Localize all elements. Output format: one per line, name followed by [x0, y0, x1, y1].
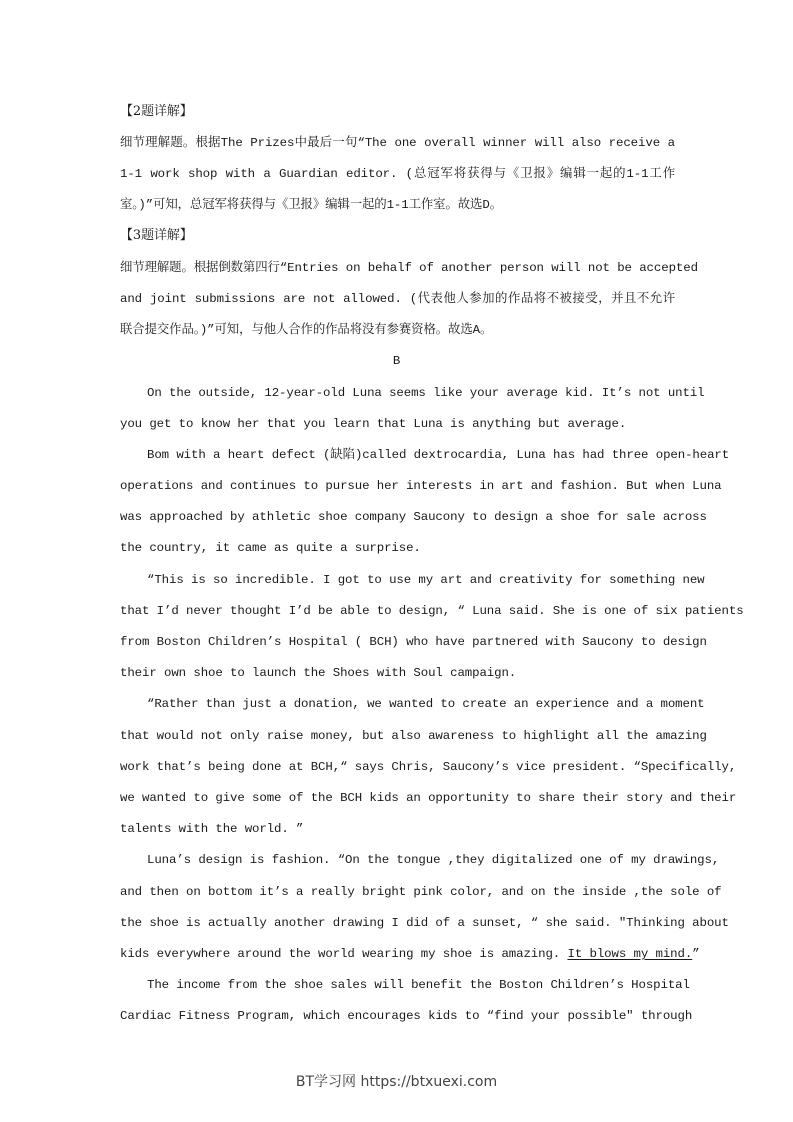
- explanation-2-line-2: 1-1 work shop with a Guardian editor. (总冠军将获得与《卫报》编辑一起的1-1工作: [120, 167, 675, 181]
- paragraph-5-line-4: [120, 946, 700, 962]
- paragraph-3-line-4: their own shoe to launch the Shoes with Soul campaign.: [120, 666, 517, 680]
- paragraph-5-line-3: the shoe is actually another drawing I did of a sunset, “ she said. ″Thinking about: [120, 916, 729, 930]
- explanation-3-line-1: 细节理解题。根据倒数第四行“Entries on behalf of another person will not be accepted: [120, 261, 698, 275]
- paragraph-5-line-4-suffix: ”: [692, 947, 700, 961]
- explanation-3-heading: 【3题详解】: [120, 228, 193, 243]
- underlined-phrase: It blows my mind.: [567, 947, 693, 961]
- paragraph-5-line-2: and then on bottom it’s a really bright pink color, and on the inside ,the sole of: [120, 885, 722, 899]
- explanation-3-line-2: and joint submissions are not allowed. (代表他人参加的作品将不被接受，并且不允许: [120, 292, 675, 306]
- paragraph-4-line-4: we wanted to give some of the BCH kids an opportunity to share their story and their: [120, 791, 737, 805]
- paragraph-2-line-1: Bom with a heart defect (缺陷)called dextrocardia, Luna has had three open-heart: [147, 448, 730, 462]
- paragraph-2-line-2: operations and continues to pursue her interests in art and fashion. But when Luna: [120, 479, 722, 493]
- explanation-2-line-3: 室。)”可知，总冠军将获得与《卫报》编辑一起的1-1工作室。故选D。: [120, 198, 502, 212]
- paragraph-3-line-1: “This is so incredible. I got to use my art and creativity for something new: [147, 573, 705, 587]
- paragraph-2-line-3: was approached by athletic shoe company Saucony to design a shoe for sale across: [120, 510, 707, 524]
- paragraph-3-line-2: that I’d never thought I’d be able to design, “ Luna said. She is one of six patients: [120, 604, 744, 618]
- paragraph-1-line-2: you get to know her that you learn that Luna is anything but average.: [120, 417, 627, 431]
- paragraph-2-line-4: the country, it came as quite a surprise.: [120, 541, 421, 555]
- explanation-2-line-1: 细节理解题。根据The Prizes中最后一句“The one overall winner will also receive a: [120, 136, 675, 150]
- paragraph-4-line-3: work that’s being done at BCH,“ says Chris, Saucony’s vice president. “Specifically,: [120, 760, 737, 774]
- paragraph-6-line-1: The income from the shoe sales will benefit the Boston Children’s Hospital: [147, 978, 690, 992]
- paragraph-4-line-1: “Rather than just a donation, we wanted to create an experience and a moment: [147, 697, 705, 711]
- explanation-2-heading: 【2题详解】: [120, 104, 193, 119]
- paragraph-4-line-5: talents with the world. ”: [120, 822, 304, 836]
- paragraph-1-line-1: On the outside, 12-year-old Luna seems like your average kid. It’s not until: [147, 386, 705, 400]
- footer-watermark: BT学习网 https://btxuexi.com: [295, 1074, 498, 1090]
- paragraph-5-line-1: Luna’s design is fashion. “On the tongue ,they digitalized one of my drawings,: [147, 853, 720, 867]
- paragraph-5-line-4-prefix: kids everywhere around the world wearing my shoe is amazing.: [120, 947, 568, 961]
- paragraph-3-line-3: from Boston Children’s Hospital ( BCH) who have partnered with Saucony to design: [120, 635, 707, 649]
- paragraph-6-line-2: Cardiac Fitness Program, which encourages kids to “find your possible″ through: [120, 1009, 693, 1023]
- explanation-3-line-3: 联合提交作品。)”可知，与他人合作的作品将没有参赛资格。故选A。: [120, 323, 493, 337]
- passage-label: B: [392, 354, 401, 368]
- paragraph-4-line-2: that would not only raise money, but also awareness to highlight all the amazing: [120, 729, 707, 743]
